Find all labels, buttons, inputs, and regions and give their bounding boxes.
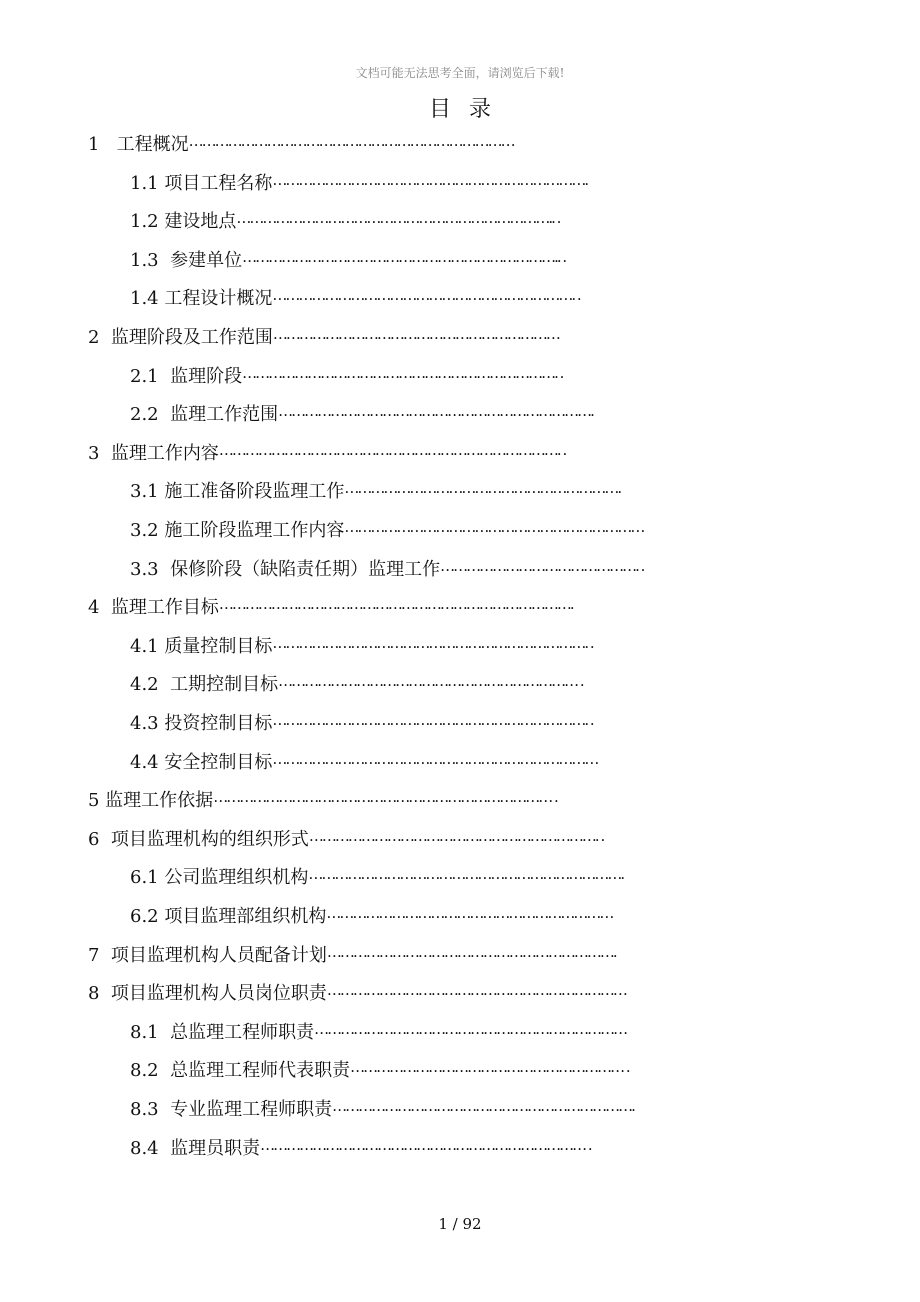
toc-entry-label: 2.2 监理工作范围 <box>130 404 279 426</box>
toc-entry-leader: ……………………………………………………………….. . <box>236 209 560 228</box>
toc-entry-label: 1 工程概况 <box>88 134 189 155</box>
toc-entry-label: 4.3 投资控制目标 <box>130 713 273 734</box>
toc-entry[interactable] <box>130 396 593 434</box>
toc-entry-leader: ………………………………………………………………………. <box>218 595 573 614</box>
toc-entry[interactable] <box>130 512 643 550</box>
toc-entry-leader: ………………………………………………………… <box>326 904 613 922</box>
toc-entry[interactable] <box>130 165 587 203</box>
toc-entry-leader: ………………………………………………………………… <box>272 749 598 768</box>
toc-entry-label: 8.2 总监理工程师代表职责 <box>130 1060 351 1082</box>
toc-entry-label: 6 项目监理机构的组织形式 <box>88 828 309 850</box>
toc-entry[interactable] <box>130 1091 634 1129</box>
toc-entry[interactable] <box>130 744 597 782</box>
toc-entry[interactable] <box>130 898 612 936</box>
toc-entry-label: 3.1 施工准备阶段监理工作 <box>130 481 345 503</box>
toc-entry[interactable] <box>130 628 593 666</box>
toc-entry-leader: ……………………………………………………… . <box>350 1058 629 1077</box>
toc-entry[interactable] <box>130 358 562 396</box>
toc-entry-leader: ………………………………………. . <box>440 556 644 575</box>
toc-entry-label: 8.1 总监理工程师职责 <box>130 1021 315 1043</box>
toc-entry[interactable] <box>88 937 616 975</box>
toc-entry[interactable] <box>88 319 559 357</box>
toc-entry-leader: ………………………………………………………………. . <box>272 711 593 729</box>
toc-entry[interactable] <box>130 242 565 280</box>
toc-entry-label: 2.1 监理阶段 <box>130 365 243 387</box>
toc-entry-label: 1.4 工程设计概况 <box>130 288 273 310</box>
toc-entry[interactable] <box>130 1014 626 1052</box>
toc-entry-label: 8 项目监理机构人员岗位职责 <box>88 983 327 1005</box>
toc-entry-leader: …………………………………………………………. . <box>308 826 604 845</box>
toc-entry[interactable] <box>88 821 603 859</box>
toc-entry[interactable] <box>88 589 573 627</box>
page-header-note: 文档可能无法思考全面，请浏览后下载! <box>355 66 565 80</box>
toc-entry-label: 6.1 公司监理组织机构 <box>130 867 309 889</box>
toc-entry-leader: …………………………………………………………. <box>326 942 616 961</box>
toc-entry[interactable] <box>130 203 559 241</box>
toc-entry-label: 8.3 专业监理工程师职责 <box>130 1099 333 1120</box>
toc-entry[interactable] <box>130 1130 591 1168</box>
toc-entry-leader: …………………………………………………………… <box>326 981 626 1000</box>
toc-entry-leader: ………………………………………………………………… <box>188 132 514 150</box>
toc-entry-leader: ………………………………………………………………. <box>272 170 588 189</box>
toc-title: 目录 <box>428 97 509 122</box>
toc-entry-label: 7 项目监理机构人员配备计划 <box>88 944 327 966</box>
toc-entry[interactable] <box>88 782 557 820</box>
toc-entry-leader: ………………………………………………………………. <box>308 865 624 884</box>
toc-entry[interactable] <box>130 705 593 743</box>
toc-entry-leader: ………………………………………………………… <box>272 325 559 343</box>
toc-entry[interactable] <box>88 435 565 473</box>
toc-entry-label: 3.2 施工阶段监理工作内容 <box>130 520 345 541</box>
toc-entry-label: 3.3 保修阶段（缺陷责任期）监理工作 <box>130 558 441 580</box>
toc-entry-label: 4 监理工作目标 <box>88 597 219 619</box>
toc-entry[interactable] <box>130 859 623 897</box>
toc-entry-leader: ……………………………………………………………………. . <box>218 440 566 459</box>
toc-entry-leader: ……………………………………………………………….. . <box>242 247 566 266</box>
toc-entry-leader: ……………………………………………………………. . <box>272 286 580 305</box>
toc-entry-leader: …………………………………………………………… <box>344 518 644 536</box>
toc-entry-leader: ……………………………………………………………… <box>314 1019 627 1038</box>
toc-entry-label: 4.2 工期控制目标 <box>130 674 279 696</box>
toc-entry-label: 1.2 建设地点 <box>130 211 237 233</box>
toc-entry[interactable] <box>88 975 626 1013</box>
toc-entry-leader: …………………………………………………………………… . <box>213 788 557 807</box>
toc-entry-leader: ……………………………………………………………. <box>332 1097 634 1115</box>
page-number: 1 / 92 <box>438 1215 482 1233</box>
toc-entry[interactable] <box>88 126 514 164</box>
toc-entry-label: 8.4 监理员职责 <box>130 1137 261 1159</box>
toc-entry-label: 5 监理工作依据 <box>88 790 214 812</box>
toc-entry[interactable] <box>130 473 620 511</box>
toc-entry[interactable] <box>130 1052 629 1090</box>
toc-entry-leader: ………………………………………………………………. <box>278 402 593 421</box>
toc-entry-leader: ………………………………………………………………… . <box>260 1135 591 1154</box>
toc-entry[interactable] <box>130 551 643 589</box>
toc-entry-leader: …………………………………………………………… . <box>278 672 583 691</box>
toc-entry[interactable] <box>130 666 583 704</box>
toc-list <box>0 126 920 1206</box>
toc-entry-label: 3 监理工作内容 <box>88 442 219 464</box>
toc-entry-label: 2 监理阶段及工作范围 <box>88 327 273 348</box>
toc-entry-label: 4.1 质量控制目标 <box>130 635 273 657</box>
toc-entry-leader: ………………………………………………………. <box>344 479 621 498</box>
toc-entry-label: 1.3 参建单位 <box>130 249 243 271</box>
toc-entry-label: 1.1 项目工程名称 <box>130 172 273 194</box>
toc-entry-leader: ………………………………………………………………. . <box>242 363 563 382</box>
toc-entry-label: 6.2 项目监理部组织机构 <box>130 906 327 927</box>
toc-entry[interactable] <box>130 280 580 318</box>
toc-entry-label: 4.4 安全控制目标 <box>130 751 273 773</box>
toc-entry-leader: ………………………………………………………………. . <box>272 633 593 652</box>
